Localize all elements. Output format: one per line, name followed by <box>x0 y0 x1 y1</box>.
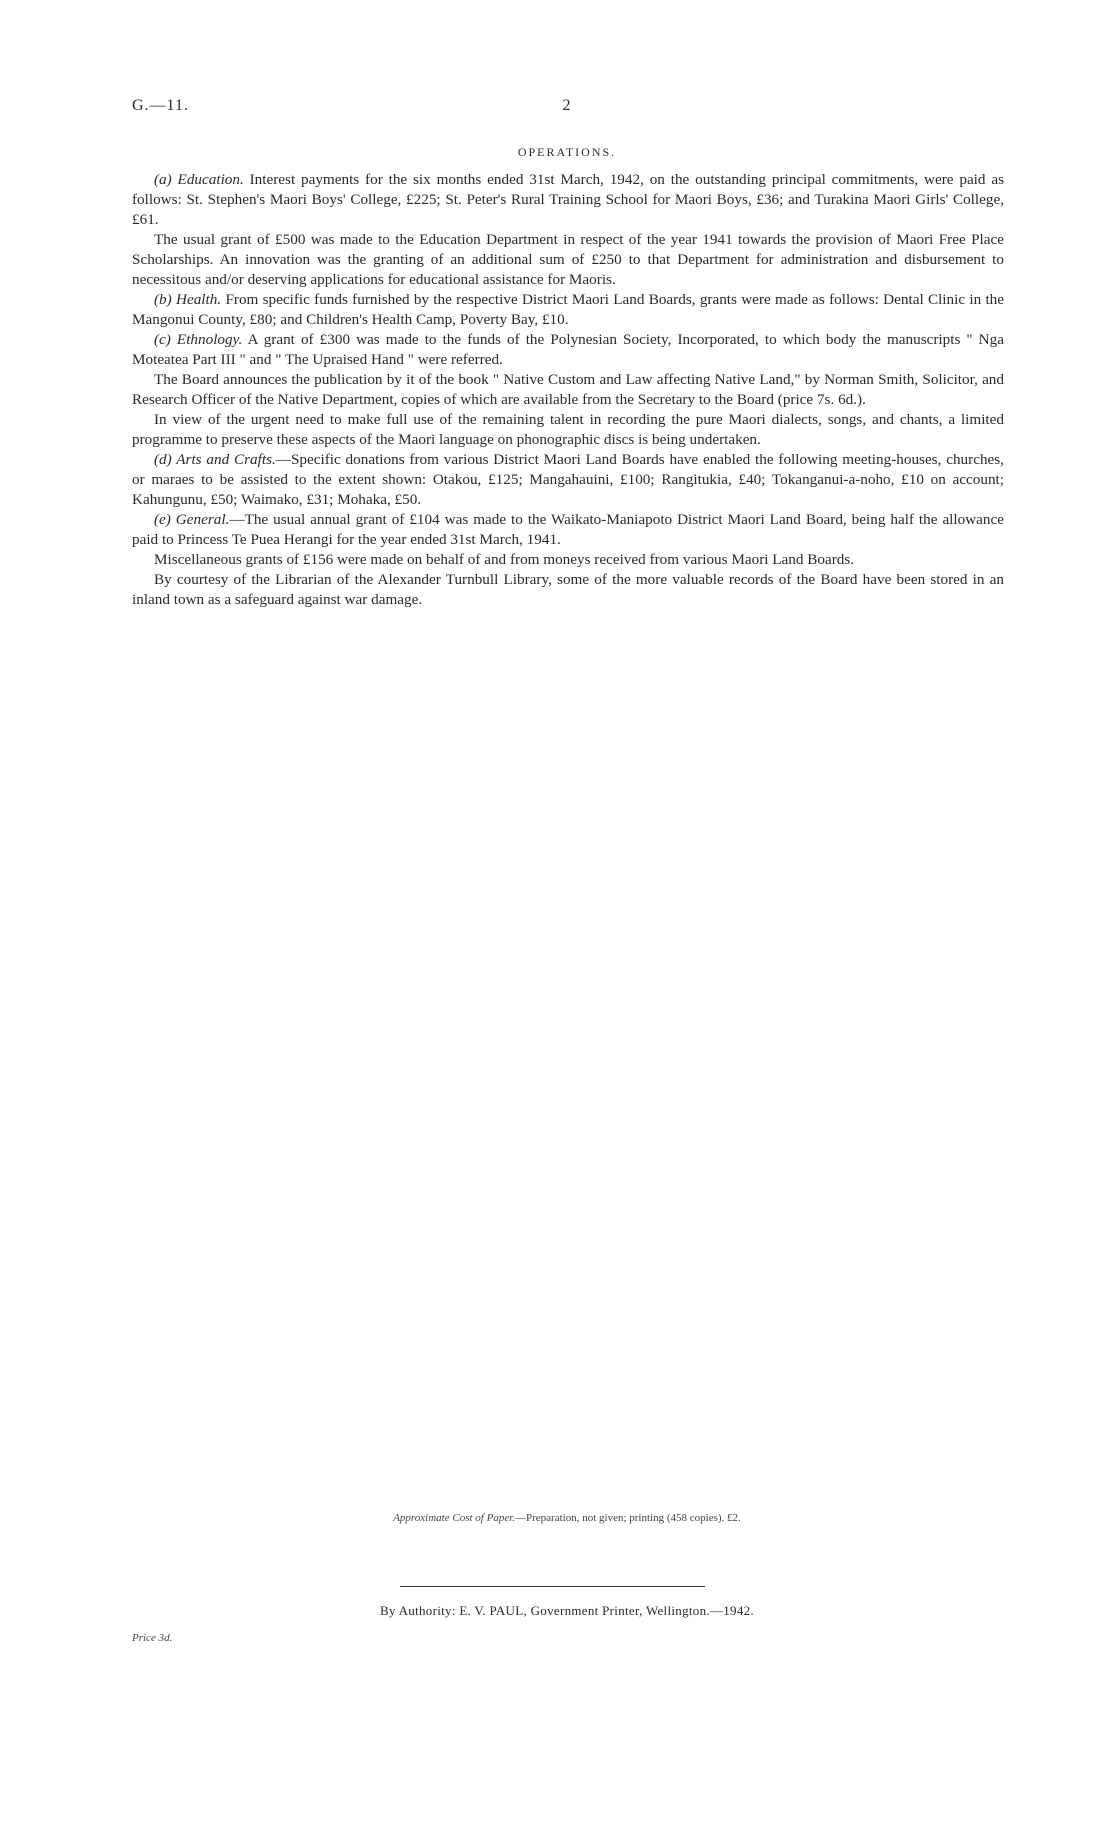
document-reference: G.—11. <box>132 97 189 114</box>
general-paragraph-3: By courtesy of the Librarian of the Alexander Turnbull Library, some of the more valuable records of the Board have been stored in an inland town as a safeguard against war damage. <box>132 571 1004 608</box>
cost-label: Approximate Cost of Paper. <box>393 1512 516 1524</box>
page-number: 2 <box>562 97 572 114</box>
ethnology-label: (c) Ethnology. <box>154 331 243 348</box>
general-paragraph-1 <box>132 510 1004 550</box>
section-title: OPERATIONS. <box>517 145 617 159</box>
general-paragraph-2: Miscellaneous grants of £156 were made on behalf of and from moneys received from various Maori Land Boards. <box>154 551 855 568</box>
education-paragraph-2: The usual grant of £500 was made to the Education Department in respect of the year 1941 towards the provision of Maori Free Place Scholarships. An innovation was the granting of an additional sum of £250 to that Department for administration and disbursement to necessitous and/or deserving applications for educational assistance for Maoris. <box>132 231 1004 288</box>
education-text-1: Interest payments for the six months ended 31st March, 1942, on the outstanding principal commitments, were paid as follows: St. Stephen's Maori Boys' College, £225; St. Peter's Rural Training School for Maori Boys, £36; and Turakina Maori Girls' College, £61. <box>132 171 1004 228</box>
education-label: (a) Education. <box>154 171 244 188</box>
ethnology-paragraph-2: The Board announces the publication by it of the book " Native Custom and Law affecting Native Land," by Norman Smith, Solicitor, and Research Officer of the Native Department, copies of which are available from the Secretary to the Board (price 7s. 6d.). <box>132 371 1004 408</box>
health-paragraph <box>132 290 1004 330</box>
arts-text: —Specific donations from various District Maori Land Boards have enabled the following meeting-houses, churches, or maraes to be assisted to the extent shown: Otakou, £125; Mangahauini, £100; Rangitukia, £40; Tokanganui-a-noho, £10 on account; Kahungunu, £50; Waimako, £31; Mohaka, £50. <box>132 451 1004 508</box>
ethnology-paragraph-1 <box>132 330 1004 370</box>
education-paragraph-1 <box>132 170 1004 230</box>
page-header <box>132 97 1002 121</box>
general-text-1: —The usual annual grant of £104 was made to the Waikato-Maniapoto District Maori Land Board, being half the allowance paid to Princess Te Puea Herangi for the year ended 31st March, 1941. <box>132 511 1004 548</box>
body-text <box>132 170 1004 610</box>
ethnology-paragraph-3: In view of the urgent need to make full use of the remaining talent in recording the pure Maori dialects, songs, and chants, a limited programme to preserve these aspects of the Maori language on phonographic discs is being undertaken. <box>132 411 1004 448</box>
arts-paragraph <box>132 450 1004 510</box>
arts-label: (d) Arts and Crafts. <box>154 451 276 468</box>
health-label: (b) Health. <box>154 291 222 308</box>
printer-imprint: By Authority: E. V. PAUL, Government Printer, Wellington.—1942. <box>380 1603 754 1618</box>
footer-divider <box>400 1586 705 1587</box>
cost-text: —Preparation, not given; printing (458 copies). £2. <box>515 1512 741 1524</box>
general-label: (e) General. <box>154 511 230 528</box>
ethnology-text-1: A grant of £300 was made to the funds of the Polynesian Society, Incorporated, to which body the manuscripts " Nga Moteatea Part III " and " The Upraised Hand " were referred. <box>132 331 1004 368</box>
cost-note <box>132 1512 1002 1524</box>
price-note: Price 3d. <box>132 1632 173 1644</box>
health-text: From specific funds furnished by the respective District Maori Land Boards, grants were made as follows: Dental Clinic in the Mangonui County, £80; and Children's Health Camp, Poverty Bay, £10. <box>132 291 1005 328</box>
